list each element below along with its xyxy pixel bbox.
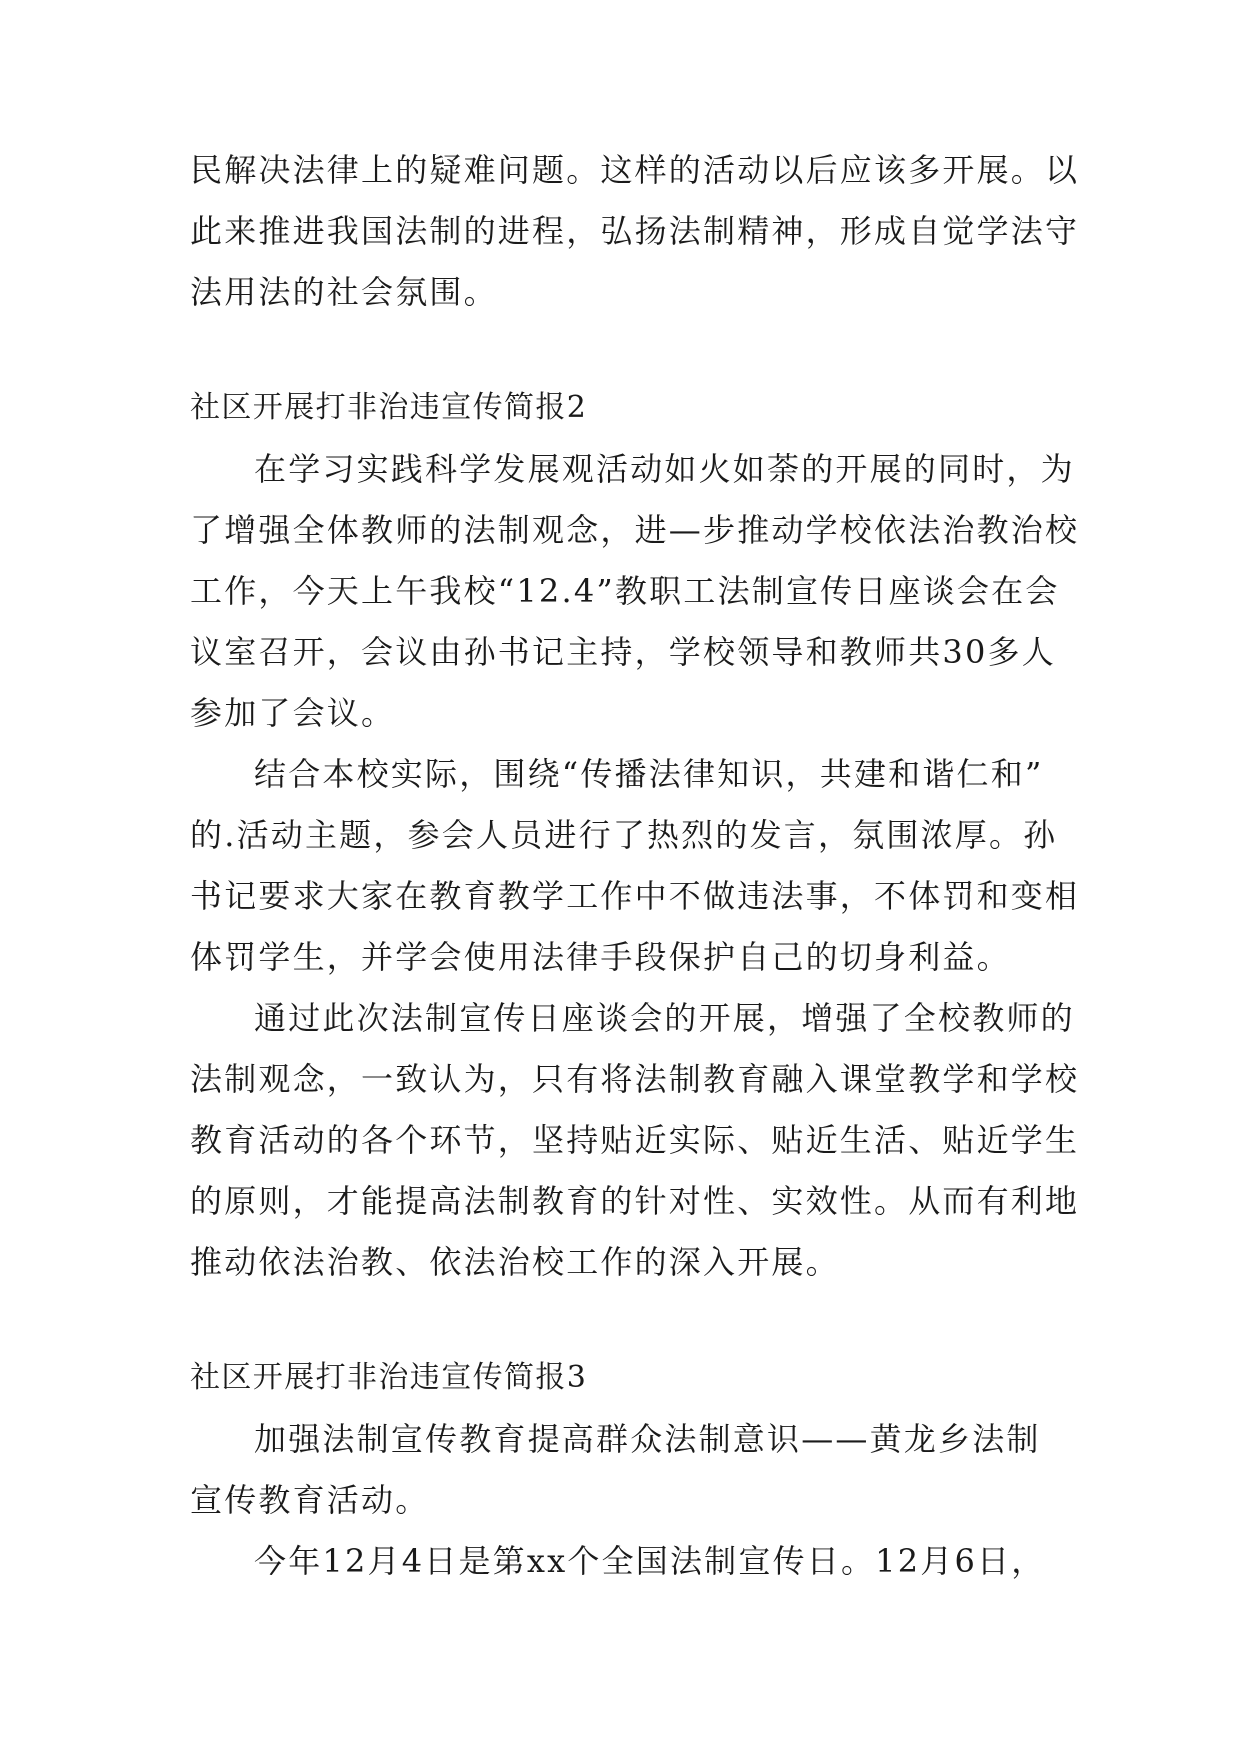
paragraph-line: 参加了会议。 [190,694,396,732]
paragraph-line: 推动依法治教、依法治校工作的深入开展。 [190,1243,840,1281]
paragraph-line: 工作，今天上午我校“12.4”教职工法制宣传日座谈会在会 [190,572,1060,610]
paragraph-line: 此来推进我国法制的进程，弘扬法制精神，形成自觉学法守 [190,212,1080,250]
paragraph-line: 体罚学生，并学会使用法律手段保护自己的切身利益。 [190,938,1011,976]
paragraph-line: 了增强全体教师的法制观念，进—步推动学校依法治教治校 [190,511,1080,549]
paragraph-line: 民解决法律上的疑难问题。这样的活动以后应该多开展。以 [190,151,1080,189]
paragraph-line: 书记要求大家在教育教学工作中不做违法事，不体罚和变相 [190,877,1080,915]
paragraph-line: 结合本校实际，围绕“传播法律知识，共建和谐仁和” [254,755,1044,793]
paragraph-line: 宣传教育活动。 [190,1481,430,1519]
paragraph-line: 今年12月4日是第xx个全国法制宣传日。12月6日， [254,1542,1046,1580]
paragraph-line: 法制观念，一致认为，只有将法制教育融入课堂教学和学校 [190,1060,1080,1098]
paragraph-line: 在学习实践科学发展观活动如火如荼的开展的同时，为 [254,450,1075,488]
paragraph-line: 的原则，才能提高法制教育的针对性、实效性。从而有利地 [190,1182,1080,1220]
paragraph-line: 的.活动主题，参会人员进行了热烈的发言，氛围浓厚。孙 [190,816,1058,854]
paragraph-line: 议室召开，会议由孙书记主持，学校领导和教师共30多人 [190,633,1056,671]
paragraph-line: 法用法的社会氛围。 [190,273,498,311]
paragraph-line: 教育活动的各个环节，坚持贴近实际、贴近生活、贴近学生 [190,1121,1080,1159]
paragraph-line: 加强法制宣传教育提高群众法制意识——黄龙乡法制 [254,1420,1041,1458]
section-heading-2: 社区开展打非治违宣传简报2 [190,390,588,425]
section-heading-3: 社区开展打非治违宣传简报3 [190,1360,588,1395]
paragraph-line: 通过此次法制宣传日座谈会的开展，增强了全校教师的 [254,999,1075,1037]
